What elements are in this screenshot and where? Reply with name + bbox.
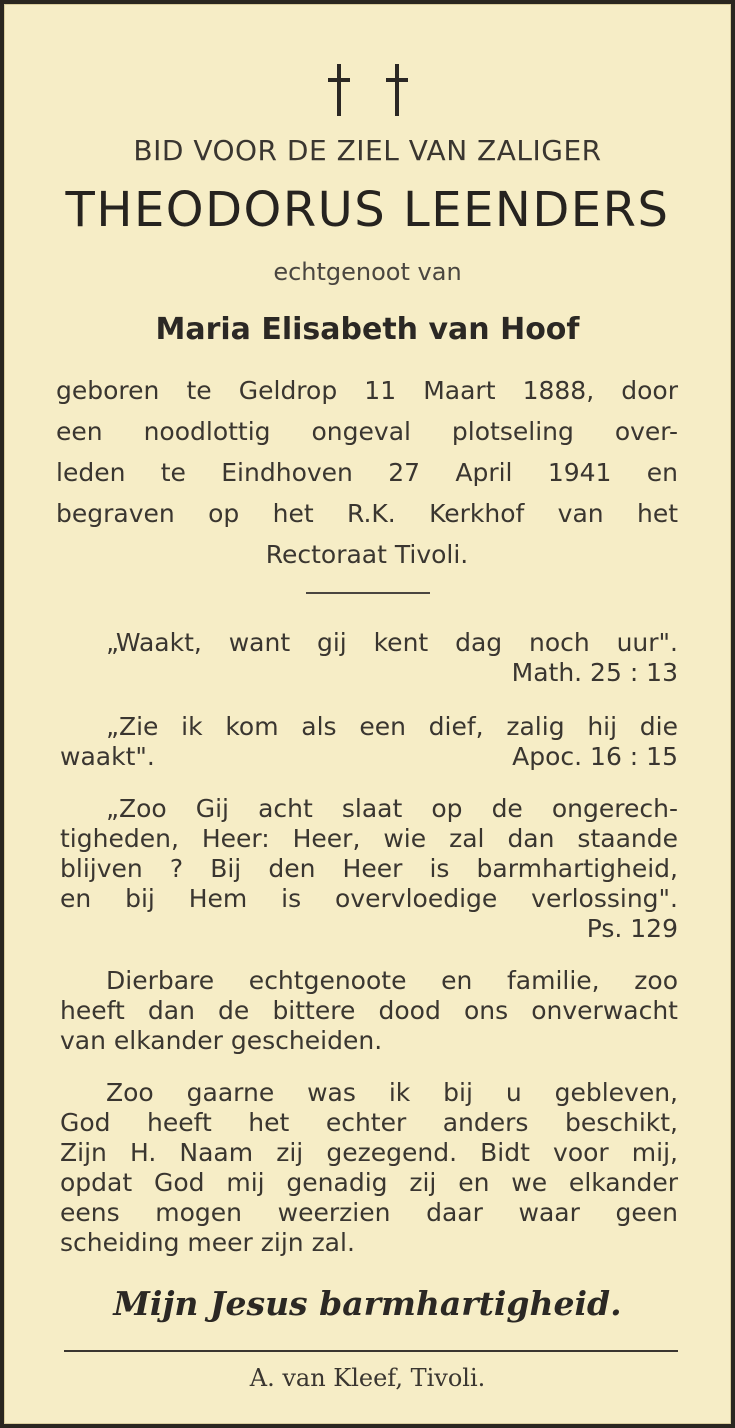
farewell-line: opdat God mij genadig zij en we elkander — [60, 1168, 678, 1197]
farewell-paragraph-2 — [60, 1078, 678, 1258]
biography-line: begraven op het R.K. Kerkhof van het — [56, 499, 678, 528]
spouse-intro: echtgenoot van — [273, 258, 462, 286]
quote-citation: Math. 25 : 13 — [511, 658, 678, 687]
quote-psalm — [60, 794, 678, 944]
quote-citation: Ps. 129 — [586, 914, 678, 943]
farewell-line: Zijn H. Naam zij gezegend. Bidt voor mij, — [60, 1138, 678, 1167]
farewell-line: Zoo gaarne was ik bij u gebleven, — [106, 1078, 678, 1107]
quote-line: tigheden, Heer: Heer, wie zal dan staande — [60, 824, 678, 853]
farewell-line: scheiding meer zijn zal. — [60, 1228, 355, 1257]
farewell-line: eens mogen weerzien daar waar geen — [60, 1198, 678, 1227]
quote-line: „Zie ik kom als een dief, zalig hij die — [106, 712, 678, 741]
farewell-line: Dierbare echtgenoote en familie, zoo — [106, 966, 678, 995]
quote-line: blijven ? Bij den Heer is barmhartigheid, — [60, 854, 678, 883]
cross-icon — [326, 64, 352, 116]
farewell-paragraph-1 — [60, 966, 678, 1056]
quote-line: „Zoo Gij acht slaat op de ongerech- — [106, 794, 678, 823]
prayer-line: BID VOOR DE ZIEL VAN ZALIGER — [133, 134, 602, 167]
biography-line: geboren te Geldrop 11 Maart 1888, door — [56, 376, 678, 405]
deceased-name: THEODORUS LEENDERS — [65, 182, 670, 238]
farewell-line: God heeft het echter anders beschikt, — [60, 1108, 678, 1137]
farewell-line: heeft dan de bittere dood ons onverwacht — [60, 996, 678, 1025]
quote-last-row — [60, 742, 678, 772]
quote-line: en bij Hem is overvloedige verlossing". — [60, 884, 678, 913]
biography-line: Rectoraat Tivoli. — [265, 540, 469, 569]
cross-icon — [384, 64, 410, 116]
biography-line: een noodlottig ongeval plotseling over- — [56, 417, 678, 446]
quote-citation: Apoc. 16 : 15 — [512, 742, 678, 771]
printer-credit: A. van Kleef, Tivoli. — [249, 1364, 486, 1392]
quote-matthew — [60, 628, 678, 688]
biography — [56, 370, 678, 575]
divider-long — [64, 1350, 678, 1352]
biography-line: leden te Eindhoven 27 April 1941 en — [56, 458, 678, 487]
quote-line: „Waakt, want gij kent dag noch uur". — [106, 628, 678, 657]
crosses — [4, 64, 731, 120]
divider-short — [306, 592, 430, 594]
motto: Mijn Jesus barmhartigheid. — [113, 1284, 622, 1323]
memorial-card — [4, 4, 731, 1424]
quote-line: waakt". — [60, 742, 155, 771]
quote-apocalypse — [60, 712, 678, 772]
farewell-line: van elkander gescheiden. — [60, 1026, 383, 1055]
spouse-name: Maria Elisabeth van Hoof — [155, 312, 580, 347]
